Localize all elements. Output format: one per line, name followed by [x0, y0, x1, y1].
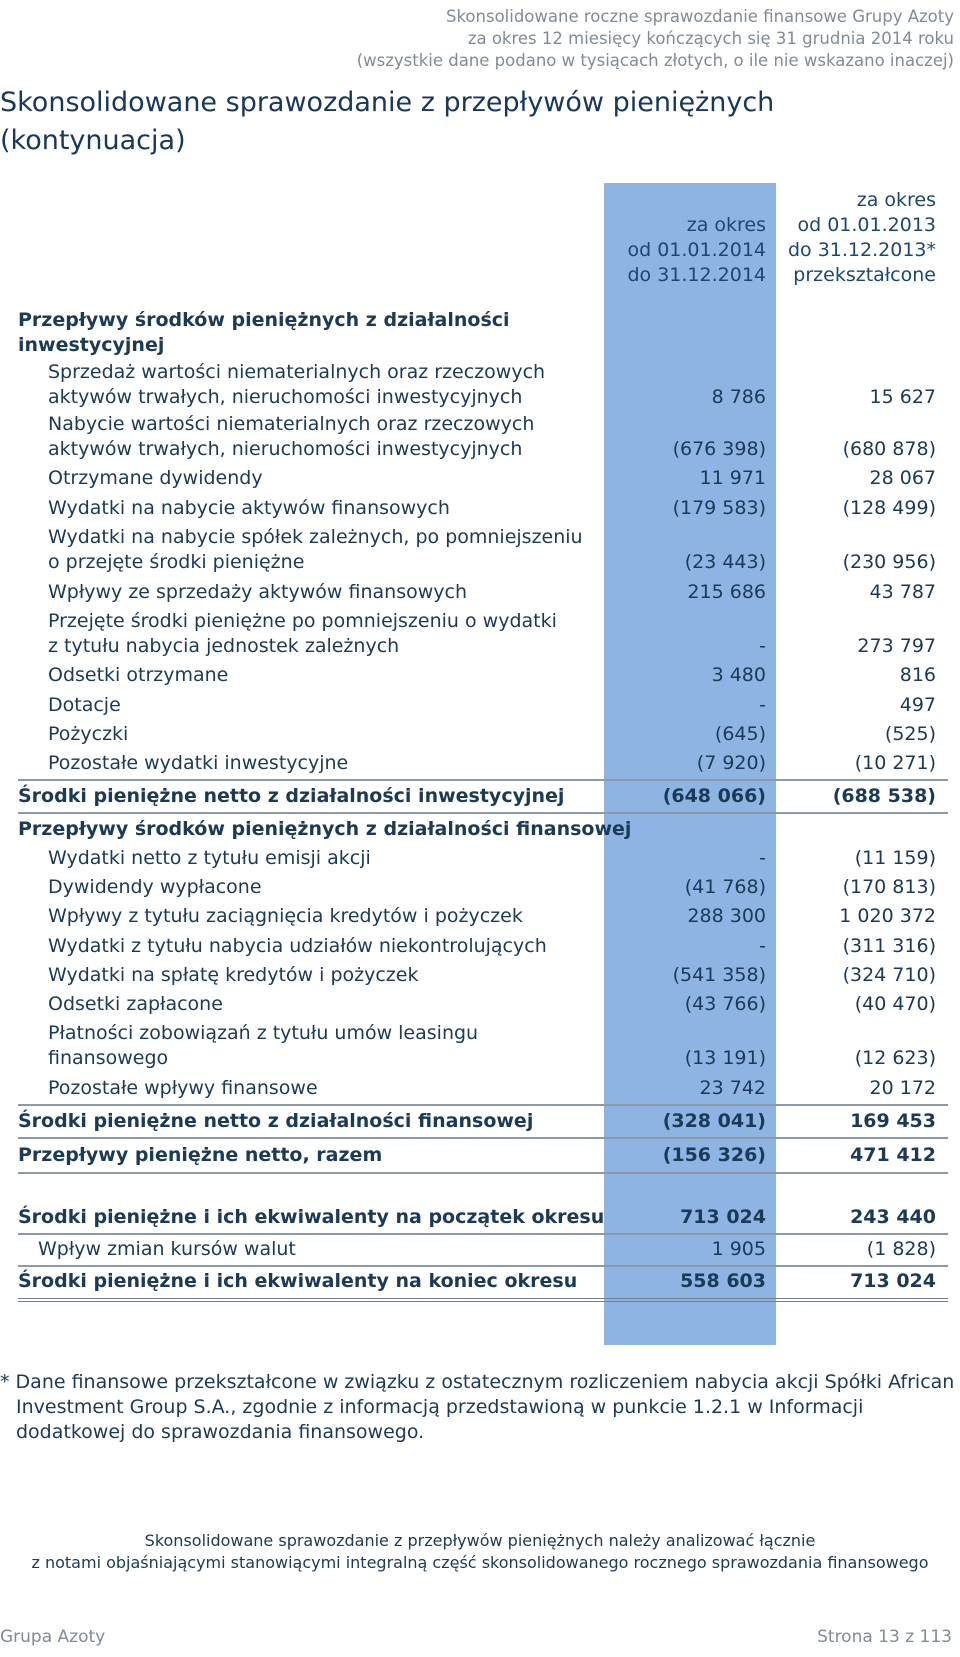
row-label: Pożyczki [48, 723, 129, 745]
row-divider [18, 812, 948, 814]
row-label: Wydatki na nabycie aktywów finansowych [48, 497, 450, 519]
column-header-2014-line-1: za okres [686, 214, 766, 236]
row-divider [18, 1233, 948, 1235]
value-2014: 3 480 [711, 664, 766, 686]
value-2013: 273 797 [857, 635, 936, 657]
value-2013: (128 499) [842, 497, 936, 519]
row-label: Środki pieniężne i ich ekwiwalenty na koniec okresu [18, 1270, 578, 1292]
value-2014: (648 066) [662, 785, 766, 807]
header-line-3: (wszystkie dane podano w tysiącach złotych, o ile nie wskazano inaczej) [356, 51, 954, 70]
value-2013: (170 813) [842, 876, 936, 898]
column-header-2014-line-3: do 31.12.2014 [627, 264, 766, 286]
value-2014: 558 603 [680, 1270, 766, 1292]
value-2013: 243 440 [850, 1206, 936, 1228]
footnote-line-3: dodatkowej do sprawozdania finansowego. [16, 1421, 425, 1443]
note-line-1: Skonsolidowane sprawozdanie z przepływów pieniężnych należy analizować łącznie [144, 1531, 816, 1550]
row-label: Odsetki otrzymane [48, 664, 229, 686]
value-2014: 11 971 [699, 467, 766, 489]
value-2013: (324 710) [842, 964, 936, 986]
value-2014: - [759, 694, 766, 716]
page-title [0, 84, 774, 160]
value-2013: (40 470) [854, 993, 936, 1015]
value-2013: 471 412 [850, 1144, 936, 1166]
column-header-2013-line-1: za okres [856, 189, 936, 211]
row-divider [18, 1104, 948, 1106]
row-label: Środki pieniężne i ich ekwiwalenty na początek okresu [18, 1206, 605, 1228]
page-title-line-1: Skonsolidowane sprawozdanie z przepływów pieniężnych [0, 87, 775, 118]
column-header-2014-line-2: od 01.01.2014 [627, 239, 766, 261]
row-label: Dotacje [48, 694, 121, 716]
row-label: Przepływy środków pieniężnych z działalności inwestycyjnej [18, 309, 510, 356]
integral-notes-statement [0, 1530, 960, 1574]
value-2014: (7 920) [696, 752, 766, 774]
value-2014: (13 191) [684, 1047, 766, 1069]
row-label: Dywidendy wypłacone [48, 876, 262, 898]
value-2014: (41 768) [684, 876, 766, 898]
column-header-2014 [627, 213, 766, 288]
row-label: Wydatki na spłatę kredytów i pożyczek [48, 964, 419, 986]
value-2013: (525) [884, 723, 936, 745]
row-label: Środki pieniężne netto z działalności finansowej [18, 1110, 534, 1132]
row-divider [18, 1137, 948, 1139]
value-2014: 8 786 [711, 386, 766, 408]
row-divider [18, 1265, 948, 1267]
value-2013: 43 787 [869, 581, 936, 603]
value-2014: (645) [714, 723, 766, 745]
row-label: Przejęte środki pieniężne po pomniejszeniu o wydatki z tytułu nabycia jednostek zależnych [48, 610, 557, 657]
value-2014: 713 024 [680, 1206, 766, 1228]
row-label: Wpływ zmian kursów walut [38, 1238, 296, 1260]
value-2013: 816 [899, 664, 936, 686]
row-label: Wpływy ze sprzedaży aktywów finansowych [48, 581, 467, 603]
value-2014: (179 583) [672, 497, 766, 519]
footnote-line-2: Investment Group S.A., zgodnie z informacją przedstawioną w punkcie 1.2.1 w Informacji [16, 1396, 864, 1418]
footnote [0, 1370, 955, 1445]
row-divider [18, 1172, 948, 1174]
value-2013: (12 623) [854, 1047, 936, 1069]
value-2014: - [759, 635, 766, 657]
value-2014: (541 358) [672, 964, 766, 986]
value-2014: 215 686 [687, 581, 766, 603]
value-2014: 23 742 [699, 1077, 766, 1099]
row-label: Odsetki zapłacone [48, 993, 223, 1015]
row-label: Wydatki na nabycie spółek zależnych, po pomniejszeniu o przejęte środki pieniężne [48, 526, 583, 573]
row-label: Nabycie wartości niematerialnych oraz rzeczowych aktywów trwałych, nieruchomości inwestycyjnych [48, 413, 535, 460]
row-label: Sprzedaż wartości niematerialnych oraz rzeczowych aktywów trwałych, nieruchomości inwestycyjnych [48, 361, 546, 408]
value-2013: (688 538) [832, 785, 936, 807]
value-2013: 15 627 [869, 386, 936, 408]
value-2014: 1 905 [711, 1238, 766, 1260]
column-header-2013-line-4: przekształcone [793, 264, 936, 286]
row-label: Środki pieniężne netto z działalności inwestycyjnej [18, 785, 565, 807]
row-label: Przepływy pieniężne netto, razem [18, 1144, 383, 1166]
row-label: Pozostałe wpływy finansowe [48, 1077, 318, 1099]
value-2014: (156 326) [662, 1144, 766, 1166]
double-underline [18, 1298, 948, 1302]
row-divider [18, 779, 948, 781]
value-2013: (10 271) [854, 752, 936, 774]
row-label: Wpływy z tytułu zaciągnięcia kredytów i pożyczek [48, 905, 523, 927]
footer-company: Grupa Azoty [0, 1627, 106, 1647]
value-2013: 28 067 [869, 467, 936, 489]
value-2014: (23 443) [684, 551, 766, 573]
value-2013: (1 828) [866, 1238, 936, 1260]
running-header [357, 6, 954, 72]
row-label: Płatności zobowiązań z tytułu umów leasingu finansowego [48, 1022, 479, 1069]
value-2014: - [759, 847, 766, 869]
column-header-2013 [788, 188, 936, 288]
value-2013: 169 453 [850, 1110, 936, 1132]
row-label: Otrzymane dywidendy [48, 467, 263, 489]
page-title-line-2: (kontynuacja) [0, 125, 186, 156]
value-2013: (230 956) [842, 551, 936, 573]
value-2014: - [759, 935, 766, 957]
value-2013: 20 172 [869, 1077, 936, 1099]
row-label: Pozostałe wydatki inwestycyjne [48, 752, 349, 774]
column-header-2013-line-2: od 01.01.2013 [797, 214, 936, 236]
header-line-2: za okres 12 miesięcy kończących się 31 grudnia 2014 roku [467, 29, 954, 48]
value-2014: 288 300 [687, 905, 766, 927]
value-2013: 497 [899, 694, 936, 716]
value-2014: (43 766) [684, 993, 766, 1015]
row-label: Wydatki netto z tytułu emisji akcji [48, 847, 371, 869]
value-2013: (311 316) [842, 935, 936, 957]
value-2014: (328 041) [662, 1110, 766, 1132]
value-2013: 1 020 372 [839, 905, 936, 927]
value-2013: (11 159) [854, 847, 936, 869]
column-header-2013-line-3: do 31.12.2013* [787, 239, 936, 261]
row-label: Wydatki z tytułu nabycia udziałów niekontrolujących [48, 935, 547, 957]
value-2013: (680 878) [842, 438, 936, 460]
footnote-line-1: * Dane finansowe przekształcone w związku z ostatecznym rozliczeniem nabycia akcji Spółki African [0, 1371, 955, 1393]
value-2013: 713 024 [850, 1270, 936, 1292]
header-line-1: Skonsolidowane roczne sprawozdanie finansowe Grupy Azoty [445, 7, 954, 26]
row-label: Przepływy środków pieniężnych z działalności finansowej [18, 818, 632, 840]
note-line-2: z notami objaśniającymi stanowiącymi integralną część skonsolidowanego rocznego sprawozdania finansowego [31, 1553, 929, 1572]
footer-page-number: Strona 13 z 113 [817, 1627, 952, 1647]
value-2014: (676 398) [672, 438, 766, 460]
